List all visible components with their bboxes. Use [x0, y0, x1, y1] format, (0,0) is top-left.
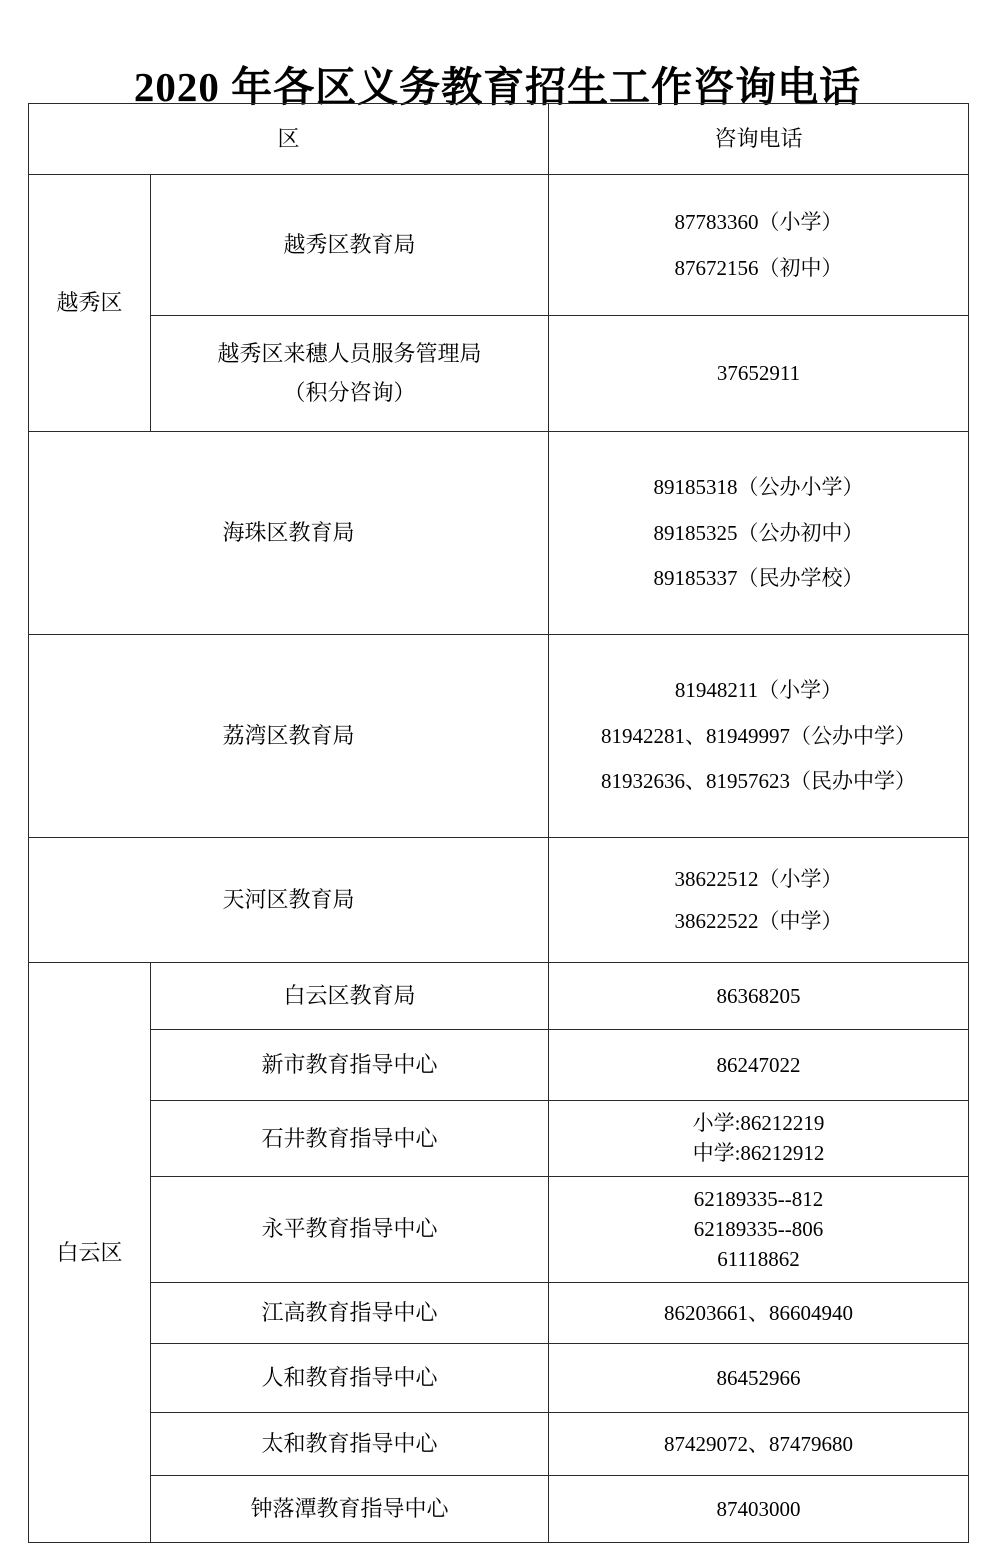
header-phone: 咨询电话	[549, 104, 969, 175]
table-row	[29, 1282, 969, 1343]
phone-number: 38622512（小学）	[674, 867, 843, 892]
phone-number: 38622522（中学）	[674, 908, 843, 933]
table-row	[29, 432, 969, 635]
office-name: 新市教育指导中心	[151, 1030, 549, 1101]
table-row	[29, 635, 969, 838]
office-name: 天河区教育局	[29, 838, 549, 963]
header-district: 区	[29, 104, 549, 175]
phone-cell: 87403000	[549, 1475, 969, 1542]
phone-number: 小学:86212219	[692, 1111, 825, 1135]
phone-number: 81932636、81957623（民办中学）	[601, 769, 917, 794]
phone-cell: 86203661、86604940	[549, 1282, 969, 1343]
phone-number: 89185318（公办小学）	[653, 475, 864, 500]
phone-number: 62189335--806	[693, 1217, 824, 1242]
phone-cell: 86452966	[549, 1343, 969, 1412]
office-name: 永平教育指导中心	[151, 1176, 549, 1282]
office-name-line: 越秀区来穗人员服务管理局	[217, 341, 482, 367]
phone-number: 62189335--812	[693, 1186, 824, 1211]
table-row	[29, 1343, 969, 1412]
office-name: 荔湾区教育局	[29, 635, 549, 838]
table-row	[29, 1030, 969, 1101]
page-title: 2020 年各区义务教育招生工作咨询电话	[133, 64, 862, 111]
office-name: 越秀区教育局	[151, 175, 549, 316]
phone-number: 89185325（公办初中）	[653, 520, 864, 545]
phone-number: 81948211（小学）	[674, 678, 843, 703]
table-header-row	[29, 104, 969, 175]
table-row	[29, 175, 969, 316]
phone-number: 61118862	[717, 1247, 800, 1272]
table-row	[29, 1475, 969, 1542]
table-row	[29, 963, 969, 1030]
phone-number: 37652911	[716, 361, 801, 386]
phone-cell	[549, 1101, 969, 1177]
phone-number: 89185337（民办学校）	[653, 566, 864, 591]
table-row	[29, 838, 969, 963]
office-name: 海珠区教育局	[29, 432, 549, 635]
phone-cell	[549, 838, 969, 963]
office-name: 钟落潭教育指导中心	[151, 1475, 549, 1542]
phone-number: 87672156（初中）	[674, 255, 843, 280]
office-name: 江高教育指导中心	[151, 1282, 549, 1343]
table-row	[29, 1412, 969, 1475]
phone-number: 81942281、81949997（公办中学）	[601, 723, 917, 748]
office-name: 人和教育指导中心	[151, 1343, 549, 1412]
office-name	[151, 316, 549, 432]
consultation-phone-table	[28, 103, 969, 1543]
phone-cell	[549, 175, 969, 316]
office-name: 石井教育指导中心	[151, 1101, 549, 1177]
phone-cell: 86368205	[549, 963, 969, 1030]
phone-cell	[549, 432, 969, 635]
table-row	[29, 316, 969, 432]
table-row	[29, 1176, 969, 1282]
district-label: 越秀区	[29, 175, 151, 432]
phone-cell	[549, 1176, 969, 1282]
district-label: 白云区	[29, 963, 151, 1543]
phone-cell: 86247022	[549, 1030, 969, 1101]
table-row	[29, 1101, 969, 1177]
office-name: 白云区教育局	[151, 963, 549, 1030]
phone-cell	[549, 316, 969, 432]
phone-number: 中学:86212912	[692, 1141, 825, 1166]
phone-cell: 87429072、87479680	[549, 1412, 969, 1475]
phone-cell	[549, 635, 969, 838]
office-name-line: （积分咨询）	[283, 380, 416, 405]
phone-number: 87783360（小学）	[674, 210, 843, 235]
office-name: 太和教育指导中心	[151, 1412, 549, 1475]
